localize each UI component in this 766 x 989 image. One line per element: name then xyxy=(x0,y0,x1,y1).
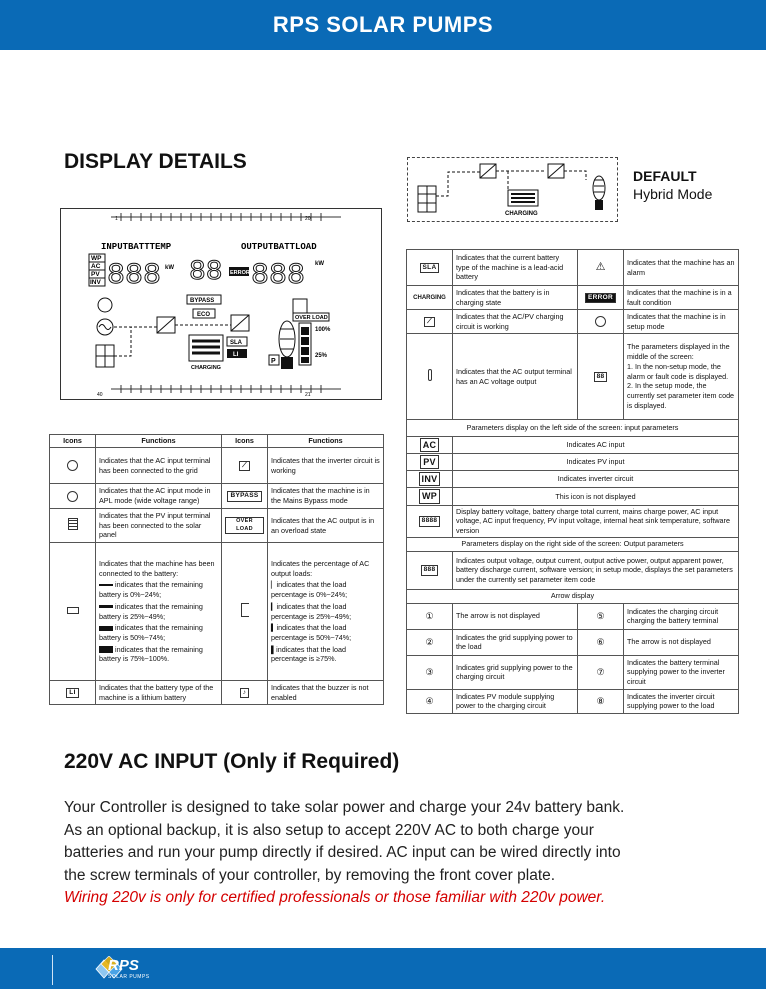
lcd-tick-40: 40 xyxy=(97,392,103,398)
display-parameters-table xyxy=(406,249,739,714)
table-cell: Indicates output voltage, output current, output active power, output apparent power, battery discharge current, software version; in setup mode, displays the set parameters under the currently set parameter item code xyxy=(453,551,739,589)
table-cell: Indicates that the machine is in a fault condition xyxy=(624,286,739,310)
battery-icon xyxy=(67,607,79,614)
code-display-icon: 88 xyxy=(594,372,608,383)
overload-icon: OVER LOAD xyxy=(225,517,264,534)
lcd-digits-left: 888 xyxy=(107,259,162,293)
output-line-1: The parameters displayed in the middle of the screen: xyxy=(627,342,730,362)
table-cell: Indicates the inverter circuit supplying power to the load xyxy=(624,689,739,713)
lcd-overload-label: OVER LOAD xyxy=(295,315,328,321)
battery-icon xyxy=(508,190,538,206)
ac-input-paragraph xyxy=(64,797,714,910)
lcd-eco-label: ECO xyxy=(197,312,211,318)
load-cell: Indicates the percentage of AC output loads: ▏indicates that the load percentage is 0%~24%; ▎indicates that the load percentage is 25%~49%; ▍indicates that the load percentage is 50%~74%; ▌indicates that the load percentage is ≥75%. xyxy=(268,543,384,681)
load-level-2: indicates that the load percentage is 25%~49%; xyxy=(271,601,352,621)
warning-text: Wiring 220v is only for certified professionals or those familiar with 220v power. xyxy=(64,889,606,906)
table-cell xyxy=(624,334,739,420)
ac-input-icon xyxy=(67,460,78,471)
pv-param-icon: PV xyxy=(420,455,439,469)
lcd-bypass-label: BYPASS xyxy=(190,298,215,304)
setup-icon xyxy=(595,316,606,327)
lcd-output-header: OUTPUTBATTLOAD xyxy=(241,242,317,252)
col-header: Functions xyxy=(96,435,222,448)
battery-level-2: indicates that the remaining battery is 25%~49%; xyxy=(99,601,203,621)
table-row xyxy=(50,509,384,543)
table-row xyxy=(407,689,739,713)
battery-level-4: indicates that the remaining battery is 75%~100%. xyxy=(99,644,203,664)
table-cell: Indicates that the buzzer is not enabled xyxy=(268,681,384,705)
table-cell: Indicates that the AC input terminal has been connected to the grid xyxy=(96,448,222,484)
table-row xyxy=(50,681,384,705)
hybrid-mode-label: Hybrid Mode xyxy=(633,186,713,202)
lcd-fan-icon xyxy=(98,298,112,312)
table-cell: Indicates that the machine is in the Mains Bypass mode xyxy=(268,484,384,509)
warning-icon: ⚠ xyxy=(595,261,606,274)
default-label: DEFAULT xyxy=(633,168,697,184)
table-cell: Indicates that the AC/PV charging circuit is working xyxy=(453,310,578,334)
output-digits-icon: 888 xyxy=(421,565,439,576)
fan-icon xyxy=(67,491,78,502)
arrow-display-title: Arrow display xyxy=(407,589,739,603)
lcd-label-pv: PV xyxy=(91,271,100,278)
ac-output-icon xyxy=(428,369,432,381)
para-line: As an optional backup, it is also setup to accept 220V AC to both charge your xyxy=(64,821,594,839)
lcd-label-inv: INV xyxy=(90,279,101,286)
output-line-3: 2. In the setup mode, the currently set parameter item code is displayed. xyxy=(627,381,735,410)
arrow-num: ③ xyxy=(407,655,453,689)
charger-icon: ⟋ xyxy=(424,317,435,328)
icons-functions-table xyxy=(49,434,384,705)
table-cell: Indicates grid supplying power to the charging circuit xyxy=(453,655,578,689)
table-cell: Indicates inverter circuit xyxy=(453,471,739,488)
col-header: Icons xyxy=(50,435,96,448)
lcd-sla-label: SLA xyxy=(230,340,242,346)
table-row xyxy=(407,655,739,689)
arrow-num: ⑤ xyxy=(578,603,624,629)
table-row xyxy=(407,603,739,629)
hybrid-charging-label: CHARGING xyxy=(505,211,538,217)
table-row xyxy=(407,437,739,454)
table-row xyxy=(407,334,739,420)
bypass-icon: BYPASS xyxy=(227,491,261,502)
lcd-tick-20: 20 xyxy=(305,216,311,222)
table-row xyxy=(407,420,739,437)
col-header: Icons xyxy=(222,435,268,448)
table-row xyxy=(50,448,384,484)
table-cell: Indicates that the battery is in charging state xyxy=(453,286,578,310)
lcd-tick-1: 1 xyxy=(115,216,118,222)
table-cell: Indicates that the current battery type of the machine is a lead-acid battery xyxy=(453,250,578,286)
input-digits-icon: 8888 xyxy=(419,516,441,527)
lcd-p-label: P xyxy=(271,358,276,365)
table-row xyxy=(407,505,739,537)
solar-panel-icon xyxy=(418,186,436,212)
charger-icon xyxy=(480,164,496,178)
arrow-num: ⑦ xyxy=(578,655,624,689)
bulb-icon xyxy=(593,176,605,210)
table-cell: Indicates the battery terminal supplying power to the inverter circuit xyxy=(624,655,739,689)
battery-level-1: indicates that the remaining battery is 0%~24%; xyxy=(99,580,203,600)
table-cell: Indicates the charging circuit charging the battery terminal xyxy=(624,603,739,629)
output-line-2: 1. In the non-setup mode, the alarm or fault code is displayed. xyxy=(627,361,729,381)
table-cell: Indicates that the AC input mode in APL mode (wide voltage range) xyxy=(96,484,222,509)
lcd-label-wp: WP xyxy=(91,255,102,262)
table-cell: Indicates that the machine is in setup mode xyxy=(624,310,739,334)
inv-param-icon: INV xyxy=(419,472,441,486)
footer-logo-subtext: SOLAR PUMPS xyxy=(108,974,150,980)
table-header-row xyxy=(50,435,384,448)
load-level-3: indicates that the load percentage is 50%~74%; xyxy=(271,623,352,642)
table-row xyxy=(407,454,739,471)
lcd-error-label: ERROR xyxy=(230,270,250,276)
lcd-digits-right: 888 xyxy=(251,259,306,293)
arrow-num: ⑧ xyxy=(578,689,624,713)
footer-divider xyxy=(52,955,53,985)
lcd-input-header: INPUTBATTTEMP xyxy=(101,242,172,252)
lcd-buzzer-icon xyxy=(293,299,307,313)
arrow-num: ② xyxy=(407,629,453,655)
table-cell: Indicates that the inverter circuit is working xyxy=(268,448,384,484)
table-cell: The arrow is not displayed xyxy=(453,603,578,629)
table-cell: This icon is not displayed xyxy=(453,488,739,505)
load-level-1: indicates that the load percentage is 0%~24%; xyxy=(271,580,348,600)
lcd-pct-25: 25% xyxy=(315,353,328,359)
left-params-title: Parameters display on the left side of the screen: input parameters xyxy=(407,420,739,437)
lcd-display-svg xyxy=(61,209,381,399)
error-icon: ERROR xyxy=(585,293,616,304)
footer-logo-text: RPS xyxy=(108,957,139,974)
battery-level-3: indicates that the remaining battery is 50%~74%; xyxy=(99,623,203,642)
inverter-icon: ⟋ xyxy=(239,461,250,472)
table-row xyxy=(407,471,739,488)
table-cell: The arrow is not displayed xyxy=(624,629,739,655)
table-row xyxy=(407,551,739,589)
table-cell: Indicates that the battery type of the machine is a lithium battery xyxy=(96,681,222,705)
load-intro: Indicates the percentage of AC output loads: xyxy=(271,558,370,578)
lcd-unit-left: kW xyxy=(165,265,174,271)
col-header: Functions xyxy=(268,435,384,448)
table-row xyxy=(50,484,384,509)
battery-intro: Indicates that the machine has been connected to the battery: xyxy=(99,558,215,578)
lcd-pct-100: 100% xyxy=(315,327,331,333)
table-row xyxy=(407,250,739,286)
lcd-label-ac: AC xyxy=(91,263,101,270)
table-cell: Indicates that the AC output is in an overload state xyxy=(268,509,384,543)
display-details-heading: DISPLAY DETAILS xyxy=(64,150,247,173)
table-row xyxy=(407,629,739,655)
table-cell: Display battery voltage, battery charge total current, mains charge power, AC input voltage, AC input frequency, PV input voltage, internal heat sink temperature, software version xyxy=(453,505,739,537)
para-line: batteries and run your pump directly if desired. AC input can be wired directly into xyxy=(64,844,621,861)
lcd-tick-21: 21 xyxy=(305,392,311,398)
table-cell: Indicates PV module supplying power to the charging circuit xyxy=(453,689,578,713)
arrow-num: ⑥ xyxy=(578,629,624,655)
lcd-digits-mid: 88 xyxy=(189,257,223,288)
table-row xyxy=(407,589,739,603)
wp-param-icon: WP xyxy=(419,489,440,503)
table-cell: Indicates the grid supplying power to the load xyxy=(453,629,578,655)
table-cell: Indicates that the machine has an alarm xyxy=(624,250,739,286)
table-row xyxy=(407,286,739,310)
table-row xyxy=(407,537,739,551)
solar-panel-icon xyxy=(68,518,78,530)
lcd-li-label: LI xyxy=(233,352,239,358)
lcd-charging-label: CHARGING xyxy=(191,365,221,371)
battery-cell xyxy=(96,543,222,681)
arrow-num: ④ xyxy=(407,689,453,713)
table-cell: Indicates PV input xyxy=(453,454,739,471)
ac-input-heading: 220V AC INPUT (Only if Required) xyxy=(64,750,400,773)
table-row xyxy=(407,488,739,505)
table-row xyxy=(50,543,384,681)
para-line: the screw terminals of your controller, by removing the front cover plate. xyxy=(64,866,556,884)
lithium-icon: LI xyxy=(66,688,78,699)
arrow-num: ① xyxy=(407,603,453,629)
sla-icon: SLA xyxy=(420,263,440,274)
lcd-unit-right: kW xyxy=(315,261,324,267)
hybrid-flow-diagram xyxy=(408,158,616,220)
load-level-4: indicates that the load percentage is ≥75%. xyxy=(271,644,347,664)
buzzer-off-icon: ♪ xyxy=(240,688,250,699)
right-params-title: Parameters display on the right side of the screen: Output parameters xyxy=(407,537,739,551)
default-hybrid-diagram xyxy=(407,157,618,222)
table-cell: Indicates AC input xyxy=(453,437,739,454)
table-cell: Indicates that the AC output terminal has an AC voltage output xyxy=(453,334,578,420)
ac-param-icon: AC xyxy=(420,438,440,452)
table-row xyxy=(407,310,739,334)
table-cell: Indicates that the PV input terminal has been connected to the solar panel xyxy=(96,509,222,543)
page-header-title: RPS SOLAR PUMPS xyxy=(272,12,494,37)
para-line: Your Controller is designed to take solar power and charge your 24v battery bank. xyxy=(64,799,625,816)
inverter-icon xyxy=(548,164,564,178)
lcd-display-diagram xyxy=(60,208,382,400)
load-level-icon xyxy=(241,603,249,617)
charging-icon: CHARGING xyxy=(413,295,446,302)
